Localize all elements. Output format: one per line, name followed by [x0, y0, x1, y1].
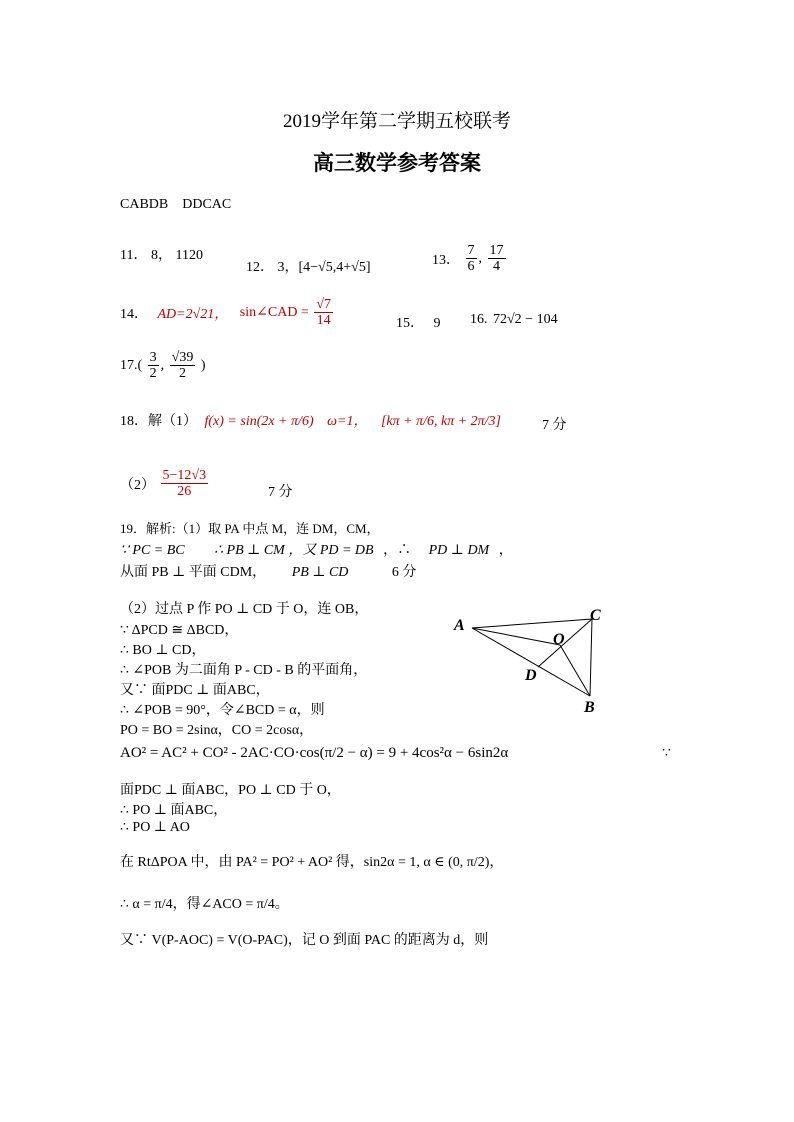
q14-label: 14． [120, 306, 148, 322]
q18-part1 [120, 410, 501, 430]
q19-line2-d: ，∴ [383, 543, 412, 558]
q19-p2-line4: ∴ ∠POB 为二面角 P - CD - B 的平面角， [120, 663, 368, 678]
page-title: 2019学年第二学期五校联考 [282, 111, 511, 132]
q19-line2-c: ，又 PD = DB [288, 543, 374, 558]
q12-label: 12． [246, 260, 274, 275]
q19-p2-line11: ∴ PO ⊥ AO [120, 820, 190, 835]
q15 [396, 312, 441, 332]
q14-fraction [314, 297, 333, 329]
q17-b-num: √39 [171, 350, 194, 365]
q18-part2-fraction [161, 468, 209, 500]
q14-sin: sin∠CAD = [239, 305, 309, 321]
q19-line2-a: ∵ PC = BC [120, 543, 185, 558]
q19-p2-line6: ∴ ∠POB = 90°，令∠BCD = α，则 [120, 703, 325, 718]
figure-label-c: C [590, 607, 601, 624]
choice-answers: CABDB DDCAC [120, 197, 232, 212]
q16-value: 72√2 − 104 [493, 312, 558, 327]
q11-label: 11． [120, 248, 148, 263]
q13-a-den: 6 [467, 259, 475, 275]
q19-line1: 19．解析:（1）取 PA 中点 M，连 DM，CM， [120, 521, 380, 536]
q12 [246, 256, 370, 276]
q14-den: 14 [316, 313, 331, 329]
q13: 13． $\frac{7}{6}$ , $\frac{17}{4}$ [432, 243, 504, 275]
q19-line3-c: 6 分 [391, 565, 417, 580]
q17: 17.( $\frac{3}{2}$ , $\frac{√39}{2}$ ) [120, 350, 206, 382]
q19-p2-because: ∵ [662, 746, 671, 761]
q18-fx: f(x) = sin(2x + π/6) [204, 414, 314, 429]
q14-num: √7 [316, 297, 332, 312]
q11-value: 8， 1120 [150, 248, 203, 263]
q13-b-den: 4 [493, 259, 500, 275]
q19-p2-line7: PO = BO = 2sinα，CO = 2cosα， [120, 723, 314, 738]
q13-b-num: 17 [489, 243, 504, 258]
q19-line3-a: 从面 PB ⊥ 平面 CDM， [120, 565, 267, 580]
q18-score1: 7 分 [542, 418, 567, 433]
q19-line2-e: PD ⊥ DM [428, 543, 490, 558]
q18-part2-label: （2） [120, 477, 155, 493]
q19-line2 [120, 539, 513, 559]
q14-ad: AD=2√21， [157, 306, 229, 322]
answer-row-11-13 [120, 244, 203, 264]
q19-p2-line2: ∵ ΔPCD ≅ ΔBCD， [120, 623, 239, 638]
q13-a-num: 7 [467, 243, 475, 258]
edge-ob [560, 645, 590, 696]
q18-part2-den: 26 [177, 484, 192, 500]
q19-line2-b: ∴ PB ⊥ CM [214, 543, 285, 558]
q18-part2 [120, 468, 210, 500]
figure-label-b: B [584, 699, 595, 716]
q19-p2-line9: 面PDC ⊥ 面ABC，PO ⊥ CD 于 O， [120, 783, 341, 798]
edge-ao [472, 628, 560, 645]
edge-ab [472, 628, 590, 696]
q19-p2-line3: ∴ BO ⊥ CD， [120, 643, 206, 658]
figure-label-d: D [525, 667, 537, 684]
q19-line3-b: PB ⊥ CD [291, 565, 349, 580]
figure-label-a: A [454, 617, 465, 634]
q19-p2-line10: ∴ PO ⊥ 面ABC， [120, 803, 228, 818]
q16-label: 16. [470, 312, 488, 327]
q18-interval: [kπ + π/6, kπ + 2π/3] [380, 414, 502, 429]
q18-label: 18．解（1） [120, 414, 197, 429]
q19-p2-line13: ∴ α = π/4，得∠ACO = π/4。 [120, 897, 289, 912]
q17-a-den: 2 [149, 366, 157, 382]
q13-fraction-b [488, 243, 506, 275]
q18-score2: 7 分 [268, 485, 293, 500]
figure-label-o: O [553, 631, 565, 648]
q15-label: 15． [396, 316, 424, 331]
edge-ac [472, 619, 592, 628]
q17-fraction-a [148, 350, 159, 382]
q16 [470, 312, 558, 328]
edge-cd [538, 619, 592, 667]
q19-p2-line8: AO² = AC² + CO² - 2AC·CO·cos(π/2 − α) = 9 + 4cos²α − 6sin2α [120, 745, 509, 761]
q17-a-num: 3 [149, 350, 157, 365]
q13-fraction-a [466, 243, 477, 275]
edge-cb [590, 619, 592, 696]
page-subtitle: 高三数学参考答案 [313, 151, 481, 175]
q19-p2-line12: 在 RtΔPOA 中，由 PA² = PO² + AO² 得，sin2α = 1, α ∈ (0, π/2)， [120, 855, 504, 870]
q19-p2-line1: （2）过点 P 作 PO ⊥ CD 于 O，连 OB， [120, 602, 369, 617]
q19-line3 [120, 561, 416, 581]
q17-label: 17.( [120, 357, 143, 373]
q19-line2-f: ， [498, 543, 513, 558]
q13-label: 13． [432, 252, 460, 268]
q18-part2-num: 5−12√3 [162, 468, 207, 483]
q18-omega: ω=1， [327, 414, 368, 429]
geometry-figure [450, 600, 620, 720]
q17-close: ) [200, 357, 206, 373]
q17-fraction-b [170, 350, 196, 382]
q12-value: 3，[4−√5,4+√5] [277, 260, 371, 275]
q14 [120, 297, 335, 329]
q15-value: 9 [433, 316, 441, 331]
q17-b-den: 2 [179, 366, 187, 382]
q19-p2-line5: 又∵ 面PDC ⊥ 面ABC， [120, 683, 270, 698]
q19-p2-line14: 又∵ V(P-AOC) = V(O-PAC)，记 O 到面 PAC 的距离为 d，则 [120, 933, 489, 948]
